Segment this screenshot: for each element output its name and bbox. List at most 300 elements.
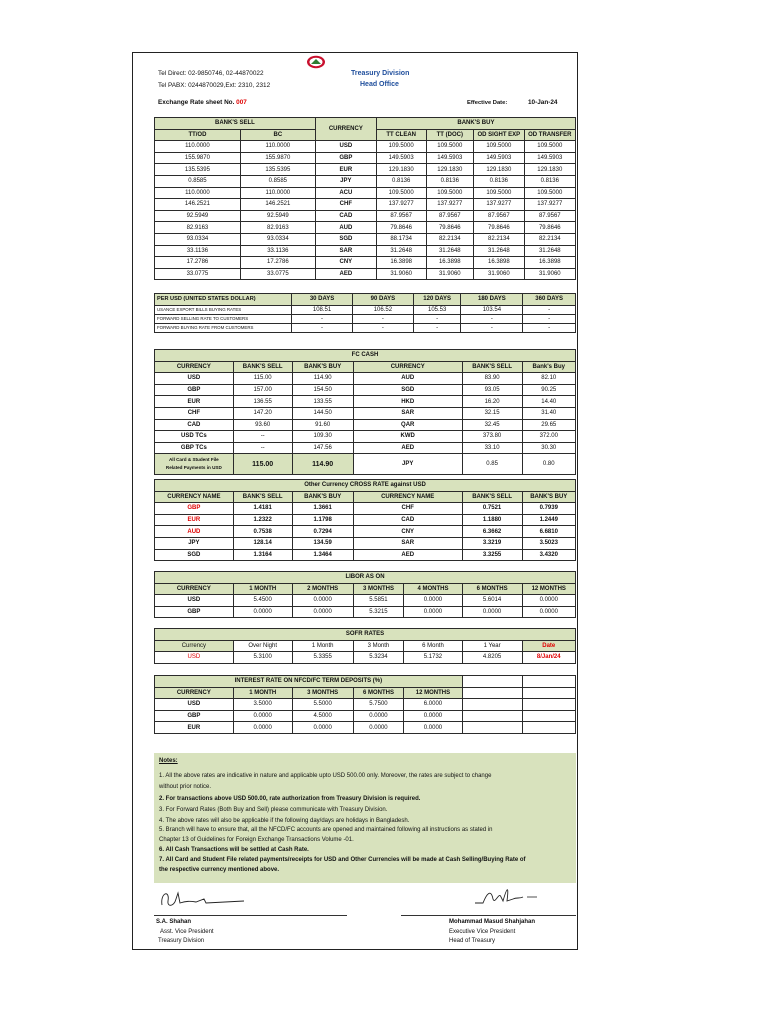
rate-cell: 0.0000 <box>522 606 576 618</box>
table-row <box>155 431 576 443</box>
rate-cell: 0.7521 <box>462 503 522 515</box>
card-student-label: All Card & Student File Related Payments in USD <box>155 454 234 475</box>
currency-code: SAR <box>353 407 462 419</box>
table-row <box>155 323 576 332</box>
sheet-number: 007 <box>236 99 247 106</box>
currency-code: AUD <box>155 526 234 538</box>
interest-rate-table <box>154 675 576 734</box>
rate-cell: 3.5023 <box>522 537 576 549</box>
rate-cell: - <box>523 305 576 314</box>
rate-cell: 106.52 <box>352 305 413 314</box>
rate-cell: 16.20 <box>462 396 522 408</box>
rate-cell: 1.2449 <box>522 514 576 526</box>
rate-cell: 16.3898 <box>376 257 426 269</box>
table-row <box>155 442 576 454</box>
card-student-buy: 114.90 <box>292 454 353 475</box>
currency-code: JPY <box>315 175 376 187</box>
sofr-header-cell: Currency <box>155 640 234 652</box>
interest-header-cell: CURRENCY <box>155 687 234 699</box>
rate-cell: 109.30 <box>292 431 353 443</box>
currency-code: AUD <box>315 222 376 234</box>
rate-cell: 0.0000 <box>404 722 463 734</box>
right-signatory-dept: Head of Treasury <box>449 938 496 944</box>
rate-cell: 105.53 <box>413 305 461 314</box>
notes-box <box>154 753 576 883</box>
rate-cell: 0.0000 <box>233 710 292 722</box>
rate-cell: 110.0000 <box>155 141 241 153</box>
rate-cell: 155.9870 <box>155 152 241 164</box>
cross-header-cell: BANK'S BUY <box>522 491 576 503</box>
rate-cell: 0.7538 <box>233 526 292 538</box>
rate-cell: 103.54 <box>461 305 523 314</box>
rate-cell: 0.8585 <box>240 175 315 187</box>
currency-code: EUR <box>155 396 234 408</box>
rate-cell: 79.8646 <box>474 222 525 234</box>
interest-header-cell: 3 MONTHS <box>292 687 353 699</box>
rate-cell: 31.9060 <box>376 268 426 280</box>
interest-header-cell: 1 MONTH <box>233 687 292 699</box>
empty-cell <box>462 699 522 711</box>
col-od-sight-exp: OD SIGHT EXP <box>474 129 525 141</box>
rate-cell: 135.5395 <box>240 164 315 176</box>
usance-label: FORWARD BUYING RATE FROM CUSTOMERS <box>155 323 292 332</box>
rate-cell: 88.1734 <box>376 233 426 245</box>
table-row <box>155 419 576 431</box>
rate-cell: 0.0000 <box>522 595 576 607</box>
sofr-table <box>154 628 576 664</box>
rate-cell: 5.1732 <box>404 652 463 664</box>
currency-code: CAD <box>155 419 234 431</box>
note-line: the respective currency mentioned above. <box>159 867 280 873</box>
fc-cash-header-cell: BANK'S BUY <box>292 361 353 373</box>
rate-cell: 0.0000 <box>292 606 353 618</box>
currency-code: AED <box>315 268 376 280</box>
rate-cell: 0.8136 <box>426 175 474 187</box>
currency-code: USD <box>155 595 234 607</box>
table-row <box>155 152 576 164</box>
rate-cell: 0.0000 <box>353 722 404 734</box>
rate-cell: 82.2134 <box>524 233 575 245</box>
rate-cell: 82.9163 <box>155 222 241 234</box>
fc-cash-title: FC CASH <box>155 350 576 362</box>
fc-cash-header-cell: Bank's Buy <box>522 361 576 373</box>
table-row <box>155 710 576 722</box>
sofr-header-cell: 1 Year <box>462 640 522 652</box>
rate-cell: 129.1830 <box>474 164 525 176</box>
rate-cell: 5.3100 <box>233 652 292 664</box>
rate-cell: 87.9567 <box>524 210 575 222</box>
interest-header-cell: 6 MONTHS <box>353 687 404 699</box>
rate-cell: 146.2521 <box>240 199 315 211</box>
table-row <box>155 222 576 234</box>
rate-cell: 136.55 <box>233 396 292 408</box>
rate-cell: 129.1830 <box>524 164 575 176</box>
tel-pabx: Tel PABX: 0244870029,Ext: 2310, 2312 <box>158 82 271 89</box>
rate-cell: - <box>523 314 576 323</box>
rate-cell: 31.9060 <box>474 268 525 280</box>
libor-header-cell: 2 MONTHS <box>292 583 353 595</box>
rate-cell: 0.0000 <box>404 710 463 722</box>
table-row <box>155 549 576 561</box>
rate-cell: 31.40 <box>522 407 576 419</box>
rate-cell: 372.00 <box>522 431 576 443</box>
rate-cell: 31.9060 <box>524 268 575 280</box>
sofr-title: SOFR RATES <box>155 629 576 641</box>
rate-cell: 16.3898 <box>524 257 575 269</box>
empty-cell <box>462 687 522 699</box>
rate-cell: 33.1136 <box>155 245 241 257</box>
currency-code: USD <box>155 373 234 385</box>
left-signatory-name: S.A. Shahan <box>156 919 192 925</box>
right-signature-icon <box>473 883 563 909</box>
currency-code: ACU <box>315 187 376 199</box>
fc-cash-currency: JPY <box>353 454 462 475</box>
rate-cell: 0.0000 <box>404 606 463 618</box>
rate-cell: 82.9163 <box>240 222 315 234</box>
usance-header-cell: 180 DAYS <box>461 294 523 306</box>
libor-header-cell: 4 MONTHS <box>404 583 463 595</box>
rate-cell: 5.7500 <box>353 699 404 711</box>
rate-cell: 109.5000 <box>474 141 525 153</box>
rate-cell: 3.5000 <box>233 699 292 711</box>
rate-cell: 5.3234 <box>353 652 404 664</box>
table-row <box>155 199 576 211</box>
rate-cell: 29.65 <box>522 419 576 431</box>
col-tt-od: TT/OD <box>155 129 241 141</box>
sofr-header-cell: Date <box>522 640 576 652</box>
rate-cell: 1.3164 <box>233 549 292 561</box>
rate-sheet <box>132 52 578 950</box>
note-line: 5. Branch will have to ensure that, all the NFCD/FC accounts are opened and maintained following all instructions as stated in <box>159 827 493 833</box>
usance-header-cell: 360 DAYS <box>523 294 576 306</box>
libor-title: LIBOR AS ON <box>155 572 576 584</box>
rate-cell: 128.14 <box>233 537 292 549</box>
table-row <box>155 305 576 314</box>
currency-code: KWD <box>353 431 462 443</box>
rate-cell: 109.5000 <box>474 187 525 199</box>
rate-cell: 16.3898 <box>474 257 525 269</box>
rate-cell: 3.4320 <box>522 549 576 561</box>
col-od-transfer: OD TRANSFER <box>524 129 575 141</box>
rate-cell: 82.2134 <box>426 233 474 245</box>
rate-cell: 33.1136 <box>240 245 315 257</box>
rate-cell: 149.5903 <box>474 152 525 164</box>
usance-header-cell: PER USD (UNITED STATES DOLLAR) <box>155 294 292 306</box>
table-row <box>155 373 576 385</box>
libor-header-cell: 6 MONTHS <box>462 583 522 595</box>
rate-cell: 129.1830 <box>426 164 474 176</box>
rate-cell: 31.2648 <box>524 245 575 257</box>
rate-cell: 87.9567 <box>474 210 525 222</box>
table-row <box>155 526 576 538</box>
table-row <box>155 537 576 549</box>
sofr-header-cell: 6 Month <box>404 640 463 652</box>
usance-label: USANCE EXPORT BILLS BUYING RATES <box>155 305 292 314</box>
rate-cell: 90.25 <box>522 384 576 396</box>
usance-label: FORWARD SELLING RATE TO CUSTOMERS <box>155 314 292 323</box>
rate-cell: 8/Jan/24 <box>522 652 576 664</box>
rate-cell: - <box>461 323 523 332</box>
rate-cell: 16.3898 <box>426 257 474 269</box>
banks-sell-header: BANK'S SELL <box>155 118 316 130</box>
tel-direct: Tel Direct: 02-9850746, 02-44870022 <box>158 70 264 77</box>
left-signatory-dept: Treasury Division <box>158 938 205 944</box>
rate-cell: 0.0000 <box>233 722 292 734</box>
currency-code: SGD <box>155 549 234 561</box>
cross-header-cell: BANK'S BUY <box>292 491 353 503</box>
usance-table <box>154 293 576 333</box>
currency-code: EUR <box>155 722 234 734</box>
table-row <box>155 233 576 245</box>
currency-code: QAR <box>353 419 462 431</box>
libor-table <box>154 571 576 618</box>
currency-code: GBP <box>155 503 234 515</box>
rate-cell: 5.3355 <box>292 652 353 664</box>
currency-code: HKD <box>353 396 462 408</box>
rate-cell: 0.7939 <box>522 503 576 515</box>
note-line: 3. For Forward Rates (Both Buy and Sell) please communicate with Treasury Division. <box>159 807 388 813</box>
rate-cell: 149.5903 <box>376 152 426 164</box>
rate-cell: 109.5000 <box>376 141 426 153</box>
rate-cell: 137.9277 <box>474 199 525 211</box>
rate-cell: 109.5000 <box>426 141 474 153</box>
rate-cell: 31.2648 <box>376 245 426 257</box>
rate-cell: -- <box>233 431 292 443</box>
table-row <box>155 595 576 607</box>
col-tt-clean: TT CLEAN <box>376 129 426 141</box>
currency-code: CAD <box>315 210 376 222</box>
rate-cell: 149.5903 <box>524 152 575 164</box>
note-line: 7. All Card and Student File related payments/receipts for USD and Other Currencies will be made at Cash Selling/Buying Rate of <box>159 857 526 863</box>
rate-cell: 147.20 <box>233 407 292 419</box>
note-line: 4. The above rates will also be applicable if the following day/days are holidays in Bangladesh. <box>159 818 410 824</box>
effective-label: Effective Date: <box>467 100 508 106</box>
rate-cell: 0.8136 <box>474 175 525 187</box>
rate-cell: 155.9870 <box>240 152 315 164</box>
table-row <box>155 164 576 176</box>
currency-code: USD <box>155 652 234 664</box>
left-signature-icon <box>156 887 246 911</box>
libor-header-cell: CURRENCY <box>155 583 234 595</box>
rate-cell: 147.56 <box>292 442 353 454</box>
table-row <box>155 175 576 187</box>
rate-cell: 0.8136 <box>376 175 426 187</box>
note-line: 2. For transactions above USD 500.00, rate authorization from Treasury Division is required. <box>159 796 421 802</box>
fc-cash-header-cell: CURRENCY <box>155 361 234 373</box>
currency-code: GBP <box>155 710 234 722</box>
rate-cell: 137.9277 <box>376 199 426 211</box>
rate-cell: 93.0334 <box>240 233 315 245</box>
fc-cash-header-cell: BANK'S SELL <box>233 361 292 373</box>
table-row <box>155 314 576 323</box>
table-row <box>155 245 576 257</box>
rate-cell: 14.40 <box>522 396 576 408</box>
col-bc: BC <box>240 129 315 141</box>
usance-header-cell: 30 DAYS <box>292 294 353 306</box>
sofr-header-cell: Over Night <box>233 640 292 652</box>
rate-cell: 5.3215 <box>353 606 404 618</box>
currency-code: AED <box>353 549 462 561</box>
rate-cell: 108.51 <box>292 305 353 314</box>
rate-cell: 79.8646 <box>524 222 575 234</box>
rate-cell: 1.1798 <box>292 514 353 526</box>
rate-cell: 110.0000 <box>240 187 315 199</box>
rate-cell: 0.8585 <box>155 175 241 187</box>
rate-cell: 6.3662 <box>462 526 522 538</box>
rate-cell: 1.4181 <box>233 503 292 515</box>
rate-cell: 144.50 <box>292 407 353 419</box>
currency-code: GBP TCs <box>155 442 234 454</box>
rate-cell: 1.3661 <box>292 503 353 515</box>
rate-cell: 134.59 <box>292 537 353 549</box>
libor-header-cell: 1 MONTH <box>233 583 292 595</box>
rate-cell: 3.3255 <box>462 549 522 561</box>
rate-cell: 32.45 <box>462 419 522 431</box>
rate-cell: 109.5000 <box>524 187 575 199</box>
left-signature-line <box>154 915 347 916</box>
table-row <box>155 384 576 396</box>
table-row <box>155 257 576 269</box>
rate-cell: - <box>461 314 523 323</box>
rate-cell: - <box>523 323 576 332</box>
currency-code: USD TCs <box>155 431 234 443</box>
rate-cell: 0.8136 <box>524 175 575 187</box>
currency-code: EUR <box>155 514 234 526</box>
rate-cell: 115.00 <box>233 373 292 385</box>
rate-cell: 6.0000 <box>404 699 463 711</box>
currency-code: SAR <box>353 537 462 549</box>
rate-cell: 1.2322 <box>233 514 292 526</box>
table-row <box>155 503 576 515</box>
rate-cell: 91.60 <box>292 419 353 431</box>
currency-code: CHF <box>315 199 376 211</box>
note-line: 6. All Cash Transactions will be settled at Cash Rate. <box>159 847 309 853</box>
cross-rate-table <box>154 479 576 561</box>
rate-cell: 157.00 <box>233 384 292 396</box>
rate-cell: 87.9567 <box>376 210 426 222</box>
rate-cell: 109.5000 <box>524 141 575 153</box>
note-line: without prior notice. <box>159 784 212 790</box>
rate-cell: 87.9567 <box>426 210 474 222</box>
rate-cell: 31.2648 <box>474 245 525 257</box>
cross-header-cell: CURRENCY NAME <box>155 491 234 503</box>
rate-cell: 114.90 <box>292 373 353 385</box>
currency-code: GBP <box>155 384 234 396</box>
currency-code: EUR <box>315 164 376 176</box>
currency-code: CAD <box>353 514 462 526</box>
rate-cell: 109.5000 <box>426 187 474 199</box>
currency-code: SGD <box>353 384 462 396</box>
fc-cash-header-cell: BANK'S SELL <box>462 361 522 373</box>
fc-cash-sell: 0.85 <box>462 454 522 475</box>
rate-cell: 1.1880 <box>462 514 522 526</box>
rate-cell: - <box>413 314 461 323</box>
rate-cell: 33.10 <box>462 442 522 454</box>
table-row <box>155 268 576 280</box>
col-tt-doc: TT (DOC) <box>426 129 474 141</box>
cross-header-cell: BANK'S SELL <box>462 491 522 503</box>
rate-cell: 82.2134 <box>474 233 525 245</box>
table-row <box>155 606 576 618</box>
currency-code: CHF <box>155 407 234 419</box>
bank-logo-icon <box>306 55 326 69</box>
rate-cell: 5.6014 <box>462 595 522 607</box>
rate-cell: 93.05 <box>462 384 522 396</box>
rate-cell: 5.5000 <box>292 699 353 711</box>
table-row <box>155 699 576 711</box>
table-row <box>155 141 576 153</box>
table-row <box>155 407 576 419</box>
right-signature-line <box>401 915 576 916</box>
libor-header-cell: 3 MONTHS <box>353 583 404 595</box>
rate-cell: 17.2786 <box>240 257 315 269</box>
rate-cell: 30.30 <box>522 442 576 454</box>
currency-code: AUD <box>353 373 462 385</box>
interest-title: INTEREST RATE ON NFCD/FC TERM DEPOSITS (%) <box>155 676 463 688</box>
table-row <box>155 722 576 734</box>
rate-cell: 110.0000 <box>240 141 315 153</box>
empty-cell <box>522 687 576 699</box>
rate-cell: 0.0000 <box>462 606 522 618</box>
rate-cell: - <box>413 323 461 332</box>
rate-cell: 0.0000 <box>353 710 404 722</box>
rate-cell: 4.8205 <box>462 652 522 664</box>
banks-buy-header: BANK'S BUY <box>376 118 575 130</box>
cross-rate-title: Other Currency CROSS RATE against USD <box>155 480 576 492</box>
effective-date: 10-Jan-24 <box>528 99 558 106</box>
rate-cell: 137.9277 <box>426 199 474 211</box>
usance-header-cell: 120 DAYS <box>413 294 461 306</box>
division-title: Treasury Division <box>351 70 410 77</box>
currency-code: CNY <box>353 526 462 538</box>
fc-cash-buy: 0.80 <box>522 454 576 475</box>
left-signatory-title: Asst. Vice President <box>160 929 214 935</box>
notes-title: Notes: <box>159 758 178 764</box>
rate-cell: 4.5000 <box>292 710 353 722</box>
rate-cell: 82.10 <box>522 373 576 385</box>
cross-header-cell: CURRENCY NAME <box>353 491 462 503</box>
sheet-label: Exchange Rate sheet No. 007 <box>158 99 247 106</box>
rate-cell: 32.15 <box>462 407 522 419</box>
rate-cell: 5.4500 <box>233 595 292 607</box>
currency-code: SAR <box>315 245 376 257</box>
sofr-header-cell: 3 Month <box>353 640 404 652</box>
table-row <box>155 187 576 199</box>
rate-cell: 83.90 <box>462 373 522 385</box>
currency-header: CURRENCY <box>315 118 376 141</box>
rate-cell: 154.50 <box>292 384 353 396</box>
card-student-sell: 115.00 <box>233 454 292 475</box>
fc-cash-table <box>154 349 576 475</box>
currency-code: USD <box>155 699 234 711</box>
rate-cell: 137.9277 <box>524 199 575 211</box>
table-row <box>155 514 576 526</box>
table-row <box>155 396 576 408</box>
empty-cell <box>462 710 522 722</box>
currency-code: CNY <box>315 257 376 269</box>
rate-cell: 31.9060 <box>426 268 474 280</box>
rate-cell: 110.0000 <box>155 187 241 199</box>
currency-code: SGD <box>315 233 376 245</box>
rate-cell: 0.0000 <box>292 595 353 607</box>
office-title: Head Office <box>360 81 399 88</box>
rate-cell: 79.8646 <box>426 222 474 234</box>
currency-code: USD <box>315 141 376 153</box>
empty-cell <box>462 722 522 734</box>
exchange-rate-table <box>154 117 576 280</box>
rate-cell: 0.0000 <box>292 722 353 734</box>
libor-header-cell: 12 MONTHS <box>522 583 576 595</box>
